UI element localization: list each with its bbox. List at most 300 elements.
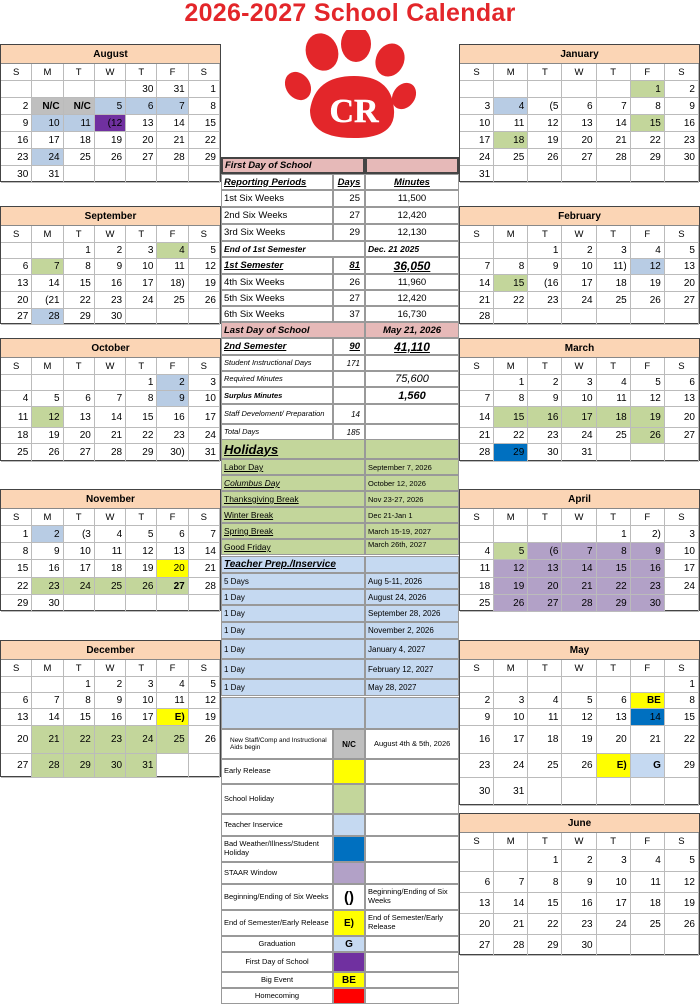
- day-cell: 15: [1, 560, 32, 578]
- day-cell: [157, 309, 188, 325]
- day-cell: 12: [528, 115, 562, 132]
- day-cell: 8: [597, 543, 631, 560]
- day-cell: 8: [1, 543, 32, 560]
- day-cell: 25: [597, 428, 631, 444]
- weekday-label: F: [157, 226, 188, 243]
- day-cell: 30: [631, 595, 665, 612]
- day-cell: (6: [528, 543, 562, 560]
- day-cell: 10: [562, 391, 596, 407]
- day-cell: (21: [32, 292, 63, 309]
- day-cell: 17: [32, 132, 63, 149]
- day-cell: 13: [126, 115, 157, 132]
- stat-value: [333, 371, 365, 387]
- day-cell: 9: [528, 259, 562, 275]
- day-cell: 24: [597, 914, 631, 935]
- day-cell: [64, 166, 95, 183]
- day-cell: 4: [631, 850, 665, 872]
- day-cell: 18: [528, 726, 562, 754]
- day-cell: [460, 677, 494, 693]
- legend-label: First Day of School: [221, 952, 333, 972]
- day-cell: 15: [528, 893, 562, 914]
- day-cell: 6: [460, 872, 494, 893]
- day-cell: 28: [189, 578, 220, 595]
- day-cell: 18: [597, 407, 631, 428]
- day-cell: 13: [665, 259, 699, 275]
- weekday-label: M: [494, 833, 528, 850]
- day-cell: 30: [95, 754, 126, 778]
- day-cell: [597, 444, 631, 462]
- day-cell: 27: [528, 595, 562, 612]
- first-day-blank: [365, 157, 459, 174]
- day-cell: [562, 81, 596, 98]
- day-cell: 14: [597, 115, 631, 132]
- day-cell: 16: [157, 407, 188, 428]
- day-cell: [631, 166, 665, 183]
- legend-label: Homecoming: [221, 988, 333, 1004]
- day-cell: 5: [494, 543, 528, 560]
- day-cell: [597, 677, 631, 693]
- day-cell: 10: [460, 115, 494, 132]
- period2-days: 37: [333, 306, 365, 322]
- weekday-label: M: [494, 64, 528, 81]
- weekday-label: T: [64, 660, 95, 677]
- day-cell: [562, 166, 596, 183]
- day-cell: 20: [528, 578, 562, 595]
- day-cell: 22: [64, 726, 95, 754]
- day-cell: 7: [32, 693, 63, 709]
- weekday-label: T: [528, 358, 562, 375]
- holiday-label: Good Friday: [221, 539, 365, 555]
- day-cell: 15: [494, 407, 528, 428]
- day-cell: 20: [64, 428, 95, 444]
- holiday-label: Spring Break: [221, 523, 365, 539]
- month-name: February: [460, 207, 699, 226]
- day-cell: 25: [157, 292, 188, 309]
- day-cell: 22: [528, 914, 562, 935]
- stat-label: Staff Develoment/ Preparation: [221, 404, 333, 424]
- day-cell: 24: [562, 292, 596, 309]
- day-cell: [157, 754, 188, 778]
- legend-swatch: [333, 784, 365, 814]
- weekday-label: W: [562, 833, 596, 850]
- day-cell: [528, 677, 562, 693]
- day-cell: 28: [460, 309, 494, 325]
- month-name: March: [460, 339, 699, 358]
- day-cell: 22: [665, 726, 699, 754]
- day-cell: 4: [157, 243, 188, 259]
- day-cell: 6: [1, 693, 32, 709]
- day-cell: 12: [189, 259, 220, 275]
- holiday-date: September 7, 2026: [365, 459, 459, 475]
- day-cell: 30: [126, 81, 157, 98]
- day-cell: 8: [665, 693, 699, 709]
- day-cell: 8: [189, 98, 220, 115]
- day-cell: 17: [562, 275, 596, 292]
- weekday-label: S: [460, 64, 494, 81]
- day-cell: 1: [665, 677, 699, 693]
- page-title: 2026-2027 School Calendar: [184, 0, 516, 27]
- day-cell: 19: [494, 578, 528, 595]
- day-cell: 4: [528, 693, 562, 709]
- legend-label: STAAR Window: [221, 862, 333, 884]
- day-cell: 20: [1, 292, 32, 309]
- day-cell: [460, 526, 494, 543]
- month-name: June: [460, 814, 699, 833]
- day-cell: 9: [95, 693, 126, 709]
- last-day-label: Last Day of School: [221, 322, 365, 338]
- day-cell: 12: [126, 543, 157, 560]
- day-cell: 11: [528, 709, 562, 726]
- day-cell: 17: [597, 893, 631, 914]
- day-cell: 30: [460, 778, 494, 806]
- day-cell: 3: [665, 526, 699, 543]
- legend-note: [365, 972, 459, 988]
- day-cell: 26: [631, 428, 665, 444]
- day-cell: 14: [460, 407, 494, 428]
- day-cell: 21: [562, 578, 596, 595]
- day-cell: 15: [189, 115, 220, 132]
- prep-label: 1 Day: [221, 639, 365, 659]
- weekday-label: S: [1, 509, 32, 526]
- day-cell: 11: [631, 872, 665, 893]
- day-cell: 5: [126, 526, 157, 543]
- weekday-label: T: [528, 64, 562, 81]
- day-cell: 23: [528, 428, 562, 444]
- day-cell: 13: [64, 407, 95, 428]
- day-cell: 19: [631, 407, 665, 428]
- holiday-label: Thanksgiving Break: [221, 491, 365, 507]
- holiday-date: Dec 21-Jan 1: [365, 507, 459, 523]
- day-cell: [126, 166, 157, 183]
- day-cell: 31: [494, 778, 528, 806]
- day-cell: 19: [528, 132, 562, 149]
- day-cell: 26: [562, 754, 596, 778]
- day-cell: 14: [494, 893, 528, 914]
- day-cell: [1, 81, 32, 98]
- day-cell: 1: [189, 81, 220, 98]
- day-cell: 9: [665, 98, 699, 115]
- day-cell: 20: [126, 132, 157, 149]
- day-cell: 2: [665, 81, 699, 98]
- day-cell: 9: [32, 543, 63, 560]
- calendar-aug: [0, 44, 221, 182]
- day-cell: [631, 309, 665, 325]
- weekday-label: F: [157, 660, 188, 677]
- day-cell: 1: [597, 526, 631, 543]
- weekday-label: S: [1, 660, 32, 677]
- day-cell: 18: [1, 428, 32, 444]
- month-name: May: [460, 641, 699, 660]
- day-cell: 2: [95, 243, 126, 259]
- weekday-label: S: [189, 64, 220, 81]
- legend-note: [365, 862, 459, 884]
- period-minutes: 12,130: [365, 224, 459, 241]
- weekday-label: T: [126, 660, 157, 677]
- legend-swatch: N/C: [333, 729, 365, 759]
- weekday-label: F: [631, 660, 665, 677]
- day-cell: 3: [126, 677, 157, 693]
- weekday-label: S: [665, 358, 699, 375]
- day-cell: 27: [1, 754, 32, 778]
- day-cell: 10: [597, 872, 631, 893]
- day-cell: 25: [631, 914, 665, 935]
- day-cell: 6: [665, 375, 699, 391]
- day-cell: 16: [32, 560, 63, 578]
- day-cell: [189, 166, 220, 183]
- day-cell: 10: [126, 259, 157, 275]
- legend-swatch: [333, 814, 365, 836]
- day-cell: [494, 850, 528, 872]
- day-cell: 7: [32, 259, 63, 275]
- day-cell: 14: [562, 560, 596, 578]
- day-cell: 30: [1, 166, 32, 183]
- stat-value: [333, 387, 365, 404]
- legend-note: End of Semester/Early Release: [365, 910, 459, 936]
- day-cell: 28: [32, 754, 63, 778]
- weekday-label: W: [562, 660, 596, 677]
- day-cell: 18: [631, 893, 665, 914]
- prep-date: September 28, 2026: [365, 605, 459, 622]
- day-cell: 22: [631, 132, 665, 149]
- paw-toe: [370, 39, 410, 82]
- day-cell: [64, 81, 95, 98]
- day-cell: 19: [32, 428, 63, 444]
- day-cell: 27: [460, 935, 494, 956]
- day-cell: 6: [597, 693, 631, 709]
- day-cell: [528, 166, 562, 183]
- day-cell: 18: [597, 275, 631, 292]
- day-cell: 20: [157, 560, 188, 578]
- day-cell: 23: [665, 132, 699, 149]
- legend-note: [365, 936, 459, 952]
- day-cell: 8: [64, 693, 95, 709]
- day-cell: 14: [32, 275, 63, 292]
- month-name: April: [460, 490, 699, 509]
- day-cell: [32, 81, 63, 98]
- day-cell: 2: [460, 693, 494, 709]
- day-cell: 23: [528, 292, 562, 309]
- prep-filler: [221, 697, 365, 729]
- period2-label: 5th Six Weeks: [221, 290, 333, 306]
- day-cell: 27: [157, 578, 188, 595]
- period-days: 27: [333, 207, 365, 224]
- day-cell: 26: [126, 578, 157, 595]
- day-cell: 20: [665, 275, 699, 292]
- day-cell: 17: [64, 560, 95, 578]
- day-cell: 23: [95, 292, 126, 309]
- day-cell: N/C: [64, 98, 95, 115]
- day-cell: 16: [460, 726, 494, 754]
- day-cell: [562, 677, 596, 693]
- weekday-label: S: [665, 64, 699, 81]
- day-cell: [562, 778, 596, 806]
- period-minutes: 11,500: [365, 190, 459, 207]
- day-cell: 28: [460, 444, 494, 462]
- day-cell: 11): [597, 259, 631, 275]
- day-cell: 1: [528, 850, 562, 872]
- day-cell: 29: [1, 595, 32, 612]
- period-label: 2nd Six Weeks: [221, 207, 333, 224]
- day-cell: 28: [32, 309, 63, 325]
- day-cell: 18: [64, 132, 95, 149]
- end-sem1-date: Dec. 21 2025: [365, 241, 459, 257]
- holidays-title: Holidays: [221, 439, 365, 459]
- sem1-minutes: 36,050: [365, 257, 459, 274]
- day-cell: 29: [665, 754, 699, 778]
- day-cell: [64, 375, 95, 391]
- day-cell: 11: [157, 259, 188, 275]
- day-cell: [528, 81, 562, 98]
- sem1-label: 1st Semester: [221, 257, 333, 274]
- day-cell: [95, 81, 126, 98]
- day-cell: [597, 935, 631, 956]
- day-cell: [665, 444, 699, 462]
- day-cell: 13: [528, 560, 562, 578]
- calendar-may: [459, 640, 700, 805]
- weekday-label: F: [157, 358, 188, 375]
- stat-minutes: 1,560: [365, 387, 459, 404]
- day-cell: 9: [528, 391, 562, 407]
- logo-text: CR: [329, 93, 379, 130]
- paw-toe: [300, 30, 343, 75]
- legend-swatch: [333, 759, 365, 784]
- prep-date: January 4, 2027: [365, 639, 459, 659]
- day-cell: [1, 375, 32, 391]
- day-cell: 24: [562, 428, 596, 444]
- weekday-label: W: [95, 660, 126, 677]
- day-cell: 11: [157, 693, 188, 709]
- day-cell: 29: [631, 149, 665, 166]
- holiday-date: Nov 23-27, 2026: [365, 491, 459, 507]
- day-cell: 3: [494, 693, 528, 709]
- legend-swatch: [333, 952, 365, 972]
- last-day-date: May 21, 2026: [365, 322, 459, 338]
- day-cell: 26: [494, 595, 528, 612]
- day-cell: 24: [32, 149, 63, 166]
- weekday-label: S: [460, 226, 494, 243]
- weekday-label: W: [562, 64, 596, 81]
- day-cell: [562, 526, 596, 543]
- day-cell: 14: [157, 115, 188, 132]
- day-cell: 12: [32, 407, 63, 428]
- day-cell: E): [157, 709, 188, 726]
- day-cell: 2: [1, 98, 32, 115]
- day-cell: 21: [597, 132, 631, 149]
- weekday-label: S: [665, 509, 699, 526]
- day-cell: 1: [64, 243, 95, 259]
- weekday-label: S: [460, 358, 494, 375]
- day-cell: 21: [631, 726, 665, 754]
- day-cell: 25: [64, 149, 95, 166]
- weekday-label: T: [126, 358, 157, 375]
- day-cell: [460, 375, 494, 391]
- weekday-label: W: [95, 64, 126, 81]
- day-cell: 10: [64, 543, 95, 560]
- stat-value: 14: [333, 404, 365, 424]
- day-cell: 17: [665, 560, 699, 578]
- legend-swatch: G: [333, 936, 365, 952]
- day-cell: 4: [597, 375, 631, 391]
- weekday-label: F: [157, 509, 188, 526]
- prep-label: 1 Day: [221, 622, 365, 639]
- day-cell: 7: [597, 98, 631, 115]
- weekday-label: M: [32, 660, 63, 677]
- day-cell: [665, 778, 699, 806]
- period2-minutes: 16,730: [365, 306, 459, 322]
- sem1-days: 81: [333, 257, 365, 274]
- day-cell: 4: [157, 677, 188, 693]
- day-cell: 2: [562, 243, 596, 259]
- day-cell: 20: [1, 726, 32, 754]
- stat-value: 171: [333, 355, 365, 371]
- day-cell: 6: [157, 526, 188, 543]
- weekday-label: S: [189, 358, 220, 375]
- prep-label: 1 Day: [221, 659, 365, 679]
- day-cell: [665, 595, 699, 612]
- prep-filler: [365, 697, 459, 729]
- day-cell: [1, 243, 32, 259]
- day-cell: 29: [64, 754, 95, 778]
- day-cell: 21: [460, 428, 494, 444]
- day-cell: 20: [665, 407, 699, 428]
- day-cell: 14: [631, 709, 665, 726]
- day-cell: 13: [1, 275, 32, 292]
- stat-minutes: 75,600: [365, 371, 459, 387]
- end-sem1-label: End of 1st Semester: [221, 241, 365, 257]
- day-cell: 3: [126, 243, 157, 259]
- day-cell: 23: [95, 726, 126, 754]
- day-cell: 8: [528, 872, 562, 893]
- day-cell: [64, 595, 95, 612]
- weekday-label: S: [189, 660, 220, 677]
- weekday-label: S: [1, 64, 32, 81]
- day-cell: 7: [562, 543, 596, 560]
- day-cell: 28: [562, 595, 596, 612]
- day-cell: 22: [1, 578, 32, 595]
- holiday-label: Winter Break: [221, 507, 365, 523]
- weekday-label: S: [189, 509, 220, 526]
- day-cell: 19: [665, 893, 699, 914]
- day-cell: 20: [597, 726, 631, 754]
- day-cell: 22: [126, 428, 157, 444]
- month-name: November: [1, 490, 220, 509]
- legend-note: [365, 814, 459, 836]
- weekday-label: T: [126, 226, 157, 243]
- weekday-label: T: [126, 64, 157, 81]
- day-cell: 3: [597, 243, 631, 259]
- day-cell: 20: [460, 914, 494, 935]
- day-cell: 5: [631, 375, 665, 391]
- day-cell: 14: [189, 543, 220, 560]
- legend-label: School Holiday: [221, 784, 333, 814]
- weekday-label: M: [494, 660, 528, 677]
- stat-minutes: [365, 404, 459, 424]
- period2-minutes: 12,420: [365, 290, 459, 306]
- day-cell: 25: [597, 292, 631, 309]
- day-cell: [32, 677, 63, 693]
- calendar-feb: [459, 206, 700, 324]
- day-cell: [494, 166, 528, 183]
- weekday-label: F: [631, 833, 665, 850]
- day-cell: [631, 444, 665, 462]
- day-cell: 31: [562, 444, 596, 462]
- weekday-label: T: [64, 509, 95, 526]
- day-cell: 5: [32, 391, 63, 407]
- day-cell: 5: [562, 693, 596, 709]
- stat-label: Student Instructional Days: [221, 355, 333, 371]
- day-cell: 4: [95, 526, 126, 543]
- weekday-label: T: [64, 64, 95, 81]
